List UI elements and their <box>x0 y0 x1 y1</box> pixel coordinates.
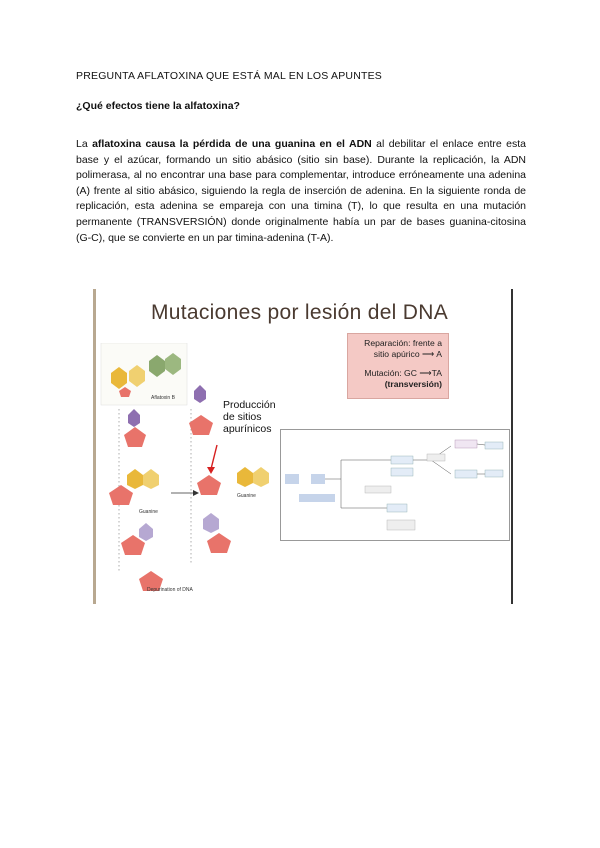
figure-right-border <box>511 289 513 604</box>
adenine-1 <box>128 409 140 427</box>
guanine-left-ring-1 <box>127 469 143 489</box>
dna-block-3 <box>299 494 335 502</box>
callout-arrow <box>211 445 217 469</box>
note-line-4: (transversión) <box>384 379 442 389</box>
para-text-1: La <box>76 138 93 150</box>
sugar-2 <box>109 485 133 505</box>
flow-box-2 <box>391 468 413 476</box>
sugar-6 <box>207 533 231 553</box>
flow-box-5 <box>387 520 415 530</box>
dna-block-2 <box>311 474 325 484</box>
flow-box-10 <box>485 470 503 477</box>
aflatoxin-label: Aflatoxin B <box>151 395 175 401</box>
flow-box-1 <box>391 456 413 464</box>
flow-arrow-8 <box>431 460 451 474</box>
guanine-right-label: Guanine <box>237 493 256 499</box>
repair-note-box <box>347 333 449 399</box>
callout-line-3: apurínicos <box>223 423 272 435</box>
explanation-paragraph <box>76 137 526 246</box>
callout-line-2: de sitios <box>223 411 262 423</box>
para-text-2: al debilitar el enlace entre esta base y el azúcar, formando un sitio abásico (sitio sin base). Durante la replicación, la ADN polimerasa, al no encontrar una base para complementar, introduce erróneamente una adenina (A) frente al sitio abásico, siguiendo la regla de inserción de adenina. En la siguiente ronda de replicación, esta adenina se empareja con una timina (T), lo que resulta en una mutación permanente (TRANSVERSIÓN) donde originalmente había un par de bases guanina-citosina (G-C), que se convierte en un par timina-adenina (T-A). <box>76 138 526 244</box>
cytosine-2 <box>203 513 219 533</box>
question-title: ¿Qué efectos tiene la alfatoxina? <box>76 100 240 112</box>
figure-caption <box>281 543 282 548</box>
figure-left-border <box>93 289 96 604</box>
dna-block-1 <box>285 474 299 484</box>
note-line-3: Mutación: GC ⟶TA <box>364 368 442 378</box>
flow-box-9 <box>485 442 503 449</box>
sugar-5 <box>189 415 213 435</box>
flow-box-3 <box>365 486 391 493</box>
callout-line-1: Producción <box>223 399 276 411</box>
guanine-right-ring-2 <box>253 467 269 487</box>
flow-arrow-9 <box>477 444 485 445</box>
flow-box-7 <box>455 440 477 448</box>
apurinic-sugar <box>197 475 221 495</box>
flow-box-6 <box>427 454 445 461</box>
guanine-left-label: Guanine <box>139 509 158 515</box>
flow-box-4 <box>387 504 407 512</box>
cytosine-1 <box>139 523 153 541</box>
replication-flow-diagram <box>280 429 510 541</box>
depurination-label: Depurination of DNA <box>147 587 193 593</box>
guanine-left-ring-2 <box>143 469 159 489</box>
depurination-diagram <box>99 343 275 599</box>
note-line-2: sitio apúrico ⟶ A <box>373 349 442 359</box>
note-line-1: Reparación: frente a <box>364 338 442 348</box>
guanine-right-ring-1 <box>237 467 253 487</box>
adenine-2 <box>194 385 206 403</box>
dna-mutation-figure <box>93 289 513 604</box>
reaction-arrowhead <box>193 490 199 496</box>
figure-title: Mutaciones por lesión del DNA <box>151 301 449 324</box>
flow-box-8 <box>455 470 477 478</box>
page-heading: PREGUNTA AFLATOXINA QUE ESTÁ MAL EN LOS APUNTES <box>76 70 383 82</box>
para-bold: aflatoxina causa la pérdida de una guanina en el ADN <box>92 138 372 150</box>
callout-arrowhead <box>207 467 215 474</box>
sugar-1 <box>124 427 146 447</box>
